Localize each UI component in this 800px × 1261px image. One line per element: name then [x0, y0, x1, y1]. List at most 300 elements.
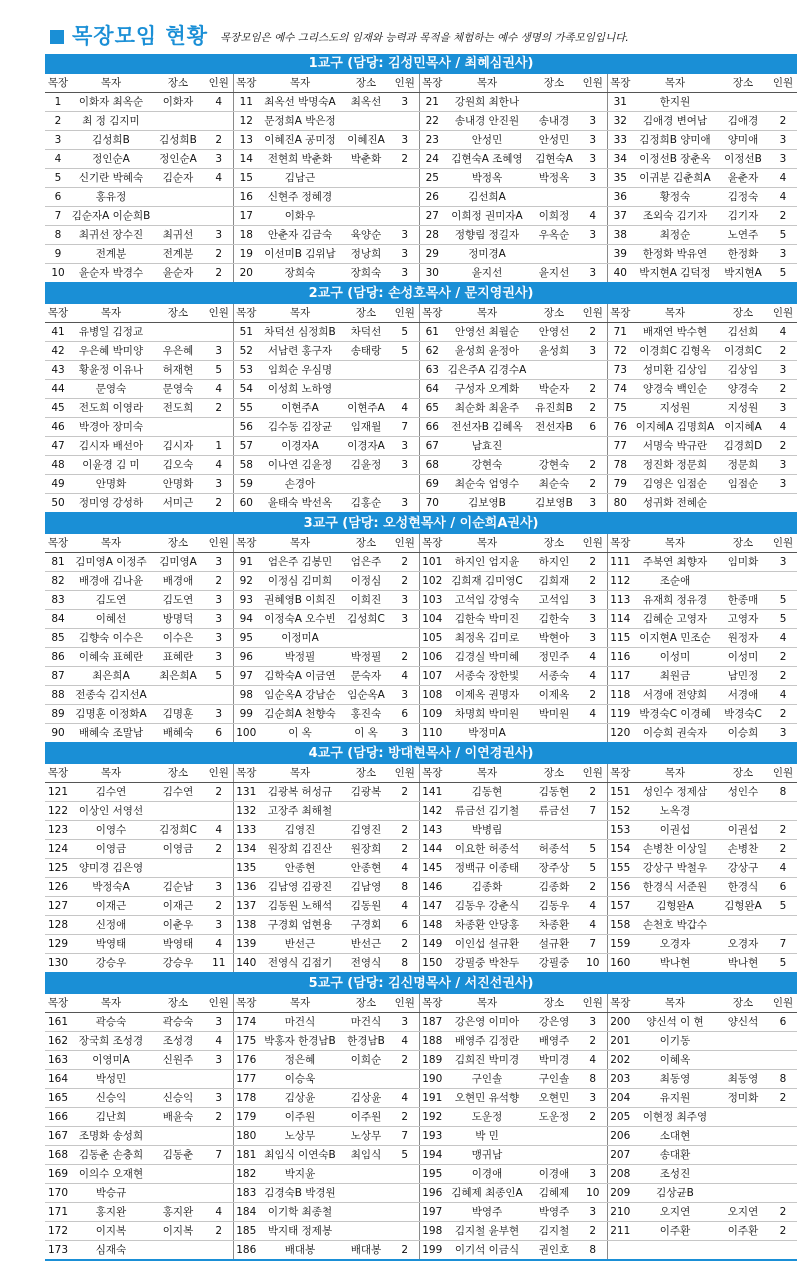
table-row — [45, 207, 797, 226]
member-count: 4 — [391, 1032, 419, 1051]
place-host: 김혜제 — [529, 1184, 579, 1203]
mokja-name: 곽승숙 — [71, 1013, 151, 1032]
mokjang-number: 148 — [419, 916, 445, 935]
member-count: 3 — [205, 916, 233, 935]
member-count: 10 — [579, 1184, 607, 1203]
mokja-name: 장국희 조성경 — [71, 1032, 151, 1051]
place-host — [151, 188, 205, 207]
member-count: 2 — [769, 207, 797, 226]
table-row — [45, 399, 797, 418]
member-count: 3 — [391, 437, 419, 456]
member-count: 2 — [205, 783, 233, 802]
mokja-name: 박병림 — [445, 821, 529, 840]
place-host: 김오숙 — [151, 456, 205, 475]
table-row — [45, 1051, 797, 1070]
place-host — [151, 207, 205, 226]
mokja-name: 김순자A 이순희B — [71, 207, 151, 226]
column-header: 목장 — [607, 74, 633, 93]
member-count — [391, 380, 419, 399]
column-header: 인원 — [579, 534, 607, 553]
place-host: 안종현 — [341, 859, 391, 878]
mokja-name: 문정희A 박은정 — [259, 112, 341, 131]
mokjang-number: 211 — [607, 1222, 633, 1241]
place-host: 박지현A — [717, 264, 769, 284]
mokjang-number: 175 — [233, 1032, 259, 1051]
place-host: 박순자 — [529, 380, 579, 399]
place-host: 윤순자 — [151, 264, 205, 284]
mokja-name: 김보영B — [445, 494, 529, 514]
mokja-name: 지성원 — [633, 399, 717, 418]
mokjang-number: 170 — [45, 1184, 71, 1203]
mokja-name: 김정희B 양미애 — [633, 131, 717, 150]
mokja-name: 맹귀남 — [445, 1146, 529, 1165]
column-header-row — [45, 74, 797, 93]
member-count: 3 — [769, 475, 797, 494]
district-table — [45, 974, 797, 1261]
member-count: 8 — [579, 1241, 607, 1261]
place-host: 박미원 — [529, 705, 579, 724]
mokja-name: 이인섭 설규환 — [445, 935, 529, 954]
mokjang-number: 191 — [419, 1089, 445, 1108]
mokja-name: 강현숙 — [445, 456, 529, 475]
mokjang-number: 23 — [419, 131, 445, 150]
mokjang-number: 104 — [419, 610, 445, 629]
place-host: 원장희 — [341, 840, 391, 859]
member-count: 7 — [579, 935, 607, 954]
place-host: 문영숙 — [151, 380, 205, 399]
mokjang-number: 10 — [45, 264, 71, 284]
member-count: 4 — [391, 859, 419, 878]
mokja-name: 하지인 엄지윤 — [445, 553, 529, 572]
place-host: 손병찬 — [717, 840, 769, 859]
mokjang-number: 205 — [607, 1108, 633, 1127]
mokja-name: 박정필 — [259, 648, 341, 667]
member-count — [769, 93, 797, 112]
place-host — [717, 572, 769, 591]
place-host: 서경애 — [717, 686, 769, 705]
member-count: 8 — [769, 1070, 797, 1089]
place-host — [529, 724, 579, 744]
column-header: 목자 — [71, 74, 151, 93]
mokja-name: 강승우 — [71, 954, 151, 974]
member-count: 4 — [391, 897, 419, 916]
mokja-name: 이화자 최옥순 — [71, 93, 151, 112]
member-count: 8 — [391, 954, 419, 974]
mokjang-number: 21 — [419, 93, 445, 112]
mokja-name: 이현주A — [259, 399, 341, 418]
member-count: 4 — [769, 629, 797, 648]
mokja-name: 김명훈 이정화A — [71, 705, 151, 724]
member-count — [579, 1127, 607, 1146]
place-host: 한경남B — [341, 1032, 391, 1051]
mokja-name: 이성미 — [633, 648, 717, 667]
member-count — [391, 169, 419, 188]
member-count: 3 — [579, 1203, 607, 1222]
mokja-name: 박승규 — [71, 1184, 151, 1203]
mokja-name: 반선근 — [259, 935, 341, 954]
place-host: 강필중 — [529, 954, 579, 974]
place-host — [151, 802, 205, 821]
mokjang-number: 209 — [607, 1184, 633, 1203]
member-count: 2 — [205, 245, 233, 264]
member-count: 3 — [579, 169, 607, 188]
mokjang-number: 180 — [233, 1127, 259, 1146]
member-count: 5 — [769, 226, 797, 245]
mokja-name: 신현주 정혜경 — [259, 188, 341, 207]
place-host — [717, 1051, 769, 1070]
place-host: 배윤숙 — [151, 1108, 205, 1127]
place-host — [341, 475, 391, 494]
member-count: 3 — [579, 131, 607, 150]
mokjang-number: 182 — [233, 1165, 259, 1184]
place-host: 최임식 — [341, 1146, 391, 1165]
mokja-name: 배경애 김나윤 — [71, 572, 151, 591]
mokja-name: 양미경 김은영 — [71, 859, 151, 878]
place-host — [717, 1108, 769, 1127]
mokjang-number: 146 — [419, 878, 445, 897]
mokja-name: 김미영A 이정주 — [71, 553, 151, 572]
place-host: 김순남 — [151, 878, 205, 897]
mokja-name: 홍유정 — [71, 188, 151, 207]
table-row — [45, 475, 797, 494]
place-host: 김동원 — [341, 897, 391, 916]
column-header: 목자 — [259, 304, 341, 323]
mokja-name: 노옥경 — [633, 802, 717, 821]
table-row — [45, 667, 797, 686]
column-header: 장소 — [717, 74, 769, 93]
member-count: 3 — [769, 150, 797, 169]
mokja-name: 한지원 — [633, 93, 717, 112]
place-host — [341, 1184, 391, 1203]
mokjang-number: 105 — [419, 629, 445, 648]
mokja-name — [633, 1241, 717, 1261]
member-count: 3 — [205, 1013, 233, 1032]
place-host: 김경희D — [717, 437, 769, 456]
column-header: 장소 — [341, 994, 391, 1013]
mokjang-number: 6 — [45, 188, 71, 207]
mokja-name: 이정심 김미희 — [259, 572, 341, 591]
member-count — [205, 1241, 233, 1261]
member-count — [769, 1184, 797, 1203]
column-header: 목장 — [419, 534, 445, 553]
member-count: 4 — [579, 207, 607, 226]
place-host: 송태랑 — [341, 342, 391, 361]
mokja-name: 서명숙 박규란 — [633, 437, 717, 456]
place-host: 노상무 — [341, 1127, 391, 1146]
member-count — [205, 207, 233, 226]
member-count — [205, 1184, 233, 1203]
place-host: 이재근 — [151, 897, 205, 916]
place-host — [529, 188, 579, 207]
mokja-name: 강상구 박철우 — [633, 859, 717, 878]
member-count: 11 — [205, 954, 233, 974]
mokjang-number: 75 — [607, 399, 633, 418]
mokjang-number: 152 — [607, 802, 633, 821]
mokja-name: 손병찬 이상일 — [633, 840, 717, 859]
place-host: 이제옥 — [529, 686, 579, 705]
member-count: 3 — [205, 878, 233, 897]
place-host: 이춘우 — [151, 916, 205, 935]
member-count — [205, 112, 233, 131]
member-count: 7 — [205, 1146, 233, 1165]
place-host: 김미영A — [151, 553, 205, 572]
member-count: 6 — [579, 418, 607, 437]
mokjang-number: 70 — [419, 494, 445, 514]
place-host: 최순숙 — [529, 475, 579, 494]
member-count: 4 — [205, 93, 233, 112]
place-host: 이희순 — [341, 1051, 391, 1070]
table-row — [45, 1222, 797, 1241]
table-row — [45, 93, 797, 112]
column-header: 인원 — [769, 764, 797, 783]
mokja-name: 유병일 김정교 — [71, 323, 151, 342]
column-header: 목장 — [419, 994, 445, 1013]
place-host: 구인솔 — [529, 1070, 579, 1089]
mokja-name: 신승익 — [71, 1089, 151, 1108]
place-host: 허재현 — [151, 361, 205, 380]
member-count — [391, 802, 419, 821]
member-count: 3 — [391, 724, 419, 744]
place-host — [717, 1241, 769, 1261]
mokjang-number: 109 — [419, 705, 445, 724]
place-host: 전계분 — [151, 245, 205, 264]
place-host: 지성원 — [717, 399, 769, 418]
member-count: 5 — [205, 667, 233, 686]
member-count — [391, 629, 419, 648]
mokjang-number: 149 — [419, 935, 445, 954]
member-count: 2 — [391, 783, 419, 802]
place-host: 윤지선 — [529, 264, 579, 284]
place-host — [529, 93, 579, 112]
column-header: 목장 — [45, 304, 71, 323]
place-host: 최귀선 — [151, 226, 205, 245]
mokjang-number: 4 — [45, 150, 71, 169]
mokja-name: 도운정 — [445, 1108, 529, 1127]
place-host — [341, 112, 391, 131]
member-count: 2 — [769, 1222, 797, 1241]
mokja-name: 구인솔 — [445, 1070, 529, 1089]
place-host — [341, 380, 391, 399]
place-host: 오현민 — [529, 1089, 579, 1108]
mokja-name: 정미경A — [445, 245, 529, 264]
member-count: 3 — [579, 494, 607, 514]
place-host: 김상임 — [717, 361, 769, 380]
place-host: 전영식 — [341, 954, 391, 974]
mokjang-number: 17 — [233, 207, 259, 226]
mokja-name: 원장희 김진산 — [259, 840, 341, 859]
column-header: 목장 — [233, 994, 259, 1013]
mokja-name: 배대봉 — [259, 1241, 341, 1261]
table-row — [45, 897, 797, 916]
member-count — [769, 1051, 797, 1070]
mokja-name: 이윤경 김 미 — [71, 456, 151, 475]
place-host: 한종매 — [717, 591, 769, 610]
mokjang-number: 197 — [419, 1203, 445, 1222]
column-header: 장소 — [151, 304, 205, 323]
mokja-name: 전영식 김점기 — [259, 954, 341, 974]
mokjang-number: 101 — [419, 553, 445, 572]
member-count: 4 — [769, 323, 797, 342]
mokjang-number: 54 — [233, 380, 259, 399]
column-header-row — [45, 764, 797, 783]
mokjang-number: 118 — [607, 686, 633, 705]
mokjang-number: 60 — [233, 494, 259, 514]
place-host: 이경희C — [717, 342, 769, 361]
member-count: 3 — [205, 150, 233, 169]
table-row — [45, 859, 797, 878]
mokja-name: 최정옥 김미로 — [445, 629, 529, 648]
column-header: 목자 — [633, 304, 717, 323]
member-count — [205, 1127, 233, 1146]
mokja-name: 김남근 — [259, 169, 341, 188]
mokja-name: 양경숙 백인순 — [633, 380, 717, 399]
mokjang-number: 157 — [607, 897, 633, 916]
column-header: 장소 — [151, 534, 205, 553]
mokja-name: 오경자 — [633, 935, 717, 954]
member-count: 2 — [391, 150, 419, 169]
square-bullet-icon — [50, 30, 64, 44]
table-row — [45, 629, 797, 648]
member-count: 3 — [579, 610, 607, 629]
mokjang-number: 97 — [233, 667, 259, 686]
member-count: 4 — [391, 399, 419, 418]
mokjang-number: 122 — [45, 802, 71, 821]
mokja-name: 박경숙C 이경혜 — [633, 705, 717, 724]
mokja-name: 이혜진A 공미정 — [259, 131, 341, 150]
place-host: 박정옥 — [529, 169, 579, 188]
mokjang-number: 15 — [233, 169, 259, 188]
column-header: 장소 — [717, 764, 769, 783]
mokjang-number: 58 — [233, 456, 259, 475]
mokjang-number: 84 — [45, 610, 71, 629]
column-header: 목자 — [71, 994, 151, 1013]
member-count: 5 — [579, 840, 607, 859]
mokjang-number: 192 — [419, 1108, 445, 1127]
place-host: 구경회 — [341, 916, 391, 935]
column-header: 인원 — [769, 304, 797, 323]
column-header-row — [45, 534, 797, 553]
place-host: 윤성희 — [529, 342, 579, 361]
mokja-name: 안종현 — [259, 859, 341, 878]
member-count: 2 — [579, 878, 607, 897]
mokja-name: 우은혜 박미양 — [71, 342, 151, 361]
mokja-name: 최귀선 장수진 — [71, 226, 151, 245]
member-count — [769, 1032, 797, 1051]
place-host: 엄은주 — [341, 553, 391, 572]
table-row — [45, 591, 797, 610]
mokjang-number: 161 — [45, 1013, 71, 1032]
member-count: 3 — [579, 1089, 607, 1108]
place-host: 이경자A — [341, 437, 391, 456]
column-header: 목장 — [419, 74, 445, 93]
member-count: 3 — [205, 610, 233, 629]
table-row — [45, 188, 797, 207]
mokjang-number: 176 — [233, 1051, 259, 1070]
member-count — [391, 1203, 419, 1222]
mokja-name: 한정화 박유연 — [633, 245, 717, 264]
place-host: 반선근 — [341, 935, 391, 954]
member-count: 6 — [391, 705, 419, 724]
member-count — [769, 802, 797, 821]
mokjang-number: 25 — [419, 169, 445, 188]
place-host: 이혜진A — [341, 131, 391, 150]
member-count: 4 — [205, 1032, 233, 1051]
mokja-name: 남효진 — [445, 437, 529, 456]
column-header: 인원 — [769, 994, 797, 1013]
table-row — [45, 954, 797, 974]
member-count: 2 — [769, 840, 797, 859]
member-count: 3 — [391, 131, 419, 150]
mokjang-number: 38 — [607, 226, 633, 245]
mokja-name: 김경실 박미혜 — [445, 648, 529, 667]
mokja-name: 박홍자 한경남B — [259, 1032, 341, 1051]
table-row — [45, 1089, 797, 1108]
place-host: 이화자 — [151, 93, 205, 112]
column-header: 목자 — [259, 74, 341, 93]
member-count: 4 — [769, 686, 797, 705]
mokja-name: 김형완A — [633, 897, 717, 916]
member-count: 7 — [769, 935, 797, 954]
member-count — [391, 475, 419, 494]
mokjang-number: 132 — [233, 802, 259, 821]
mokja-name: 배재연 박수현 — [633, 323, 717, 342]
mokjang-number: 168 — [45, 1146, 71, 1165]
mokja-name: 박정옥 — [445, 169, 529, 188]
member-count: 3 — [205, 629, 233, 648]
mokja-name: 유재희 정유경 — [633, 591, 717, 610]
mokjang-number: 81 — [45, 553, 71, 572]
mokja-name: 김남영 김광진 — [259, 878, 341, 897]
mokjang-number: 128 — [45, 916, 71, 935]
place-host: 원정자 — [717, 629, 769, 648]
place-host: 이현주A — [341, 399, 391, 418]
mokjang-number: 172 — [45, 1222, 71, 1241]
member-count: 3 — [205, 591, 233, 610]
place-host: 김형완A — [717, 897, 769, 916]
table-row — [45, 494, 797, 514]
mokja-name: 김희진 박미경 — [445, 1051, 529, 1070]
mokjang-number: 196 — [419, 1184, 445, 1203]
mokjang-number: 63 — [419, 361, 445, 380]
column-header: 인원 — [205, 304, 233, 323]
mokjang-number: 68 — [419, 456, 445, 475]
member-count: 3 — [391, 226, 419, 245]
mokja-name: 조순애 — [633, 572, 717, 591]
column-header: 장소 — [529, 534, 579, 553]
member-count — [579, 821, 607, 840]
member-count — [769, 1165, 797, 1184]
mokjang-number: 26 — [419, 188, 445, 207]
mokjang-number: 151 — [607, 783, 633, 802]
place-host: 김정희C — [151, 821, 205, 840]
mokjang-number: 19 — [233, 245, 259, 264]
table-row — [45, 821, 797, 840]
member-count: 2 — [205, 131, 233, 150]
mokja-name: 박 민 — [445, 1127, 529, 1146]
member-count: 4 — [391, 667, 419, 686]
place-host: 남민정 — [717, 667, 769, 686]
mokjang-number: 169 — [45, 1165, 71, 1184]
district-title-row — [45, 744, 797, 764]
member-count: 4 — [769, 859, 797, 878]
place-host: 안영선 — [529, 323, 579, 342]
mokjang-number: 139 — [233, 935, 259, 954]
mokjang-number: 24 — [419, 150, 445, 169]
mokjang-number: 95 — [233, 629, 259, 648]
place-host: 정문희 — [717, 456, 769, 475]
place-host: 강상구 — [717, 859, 769, 878]
place-host: 안명화 — [151, 475, 205, 494]
